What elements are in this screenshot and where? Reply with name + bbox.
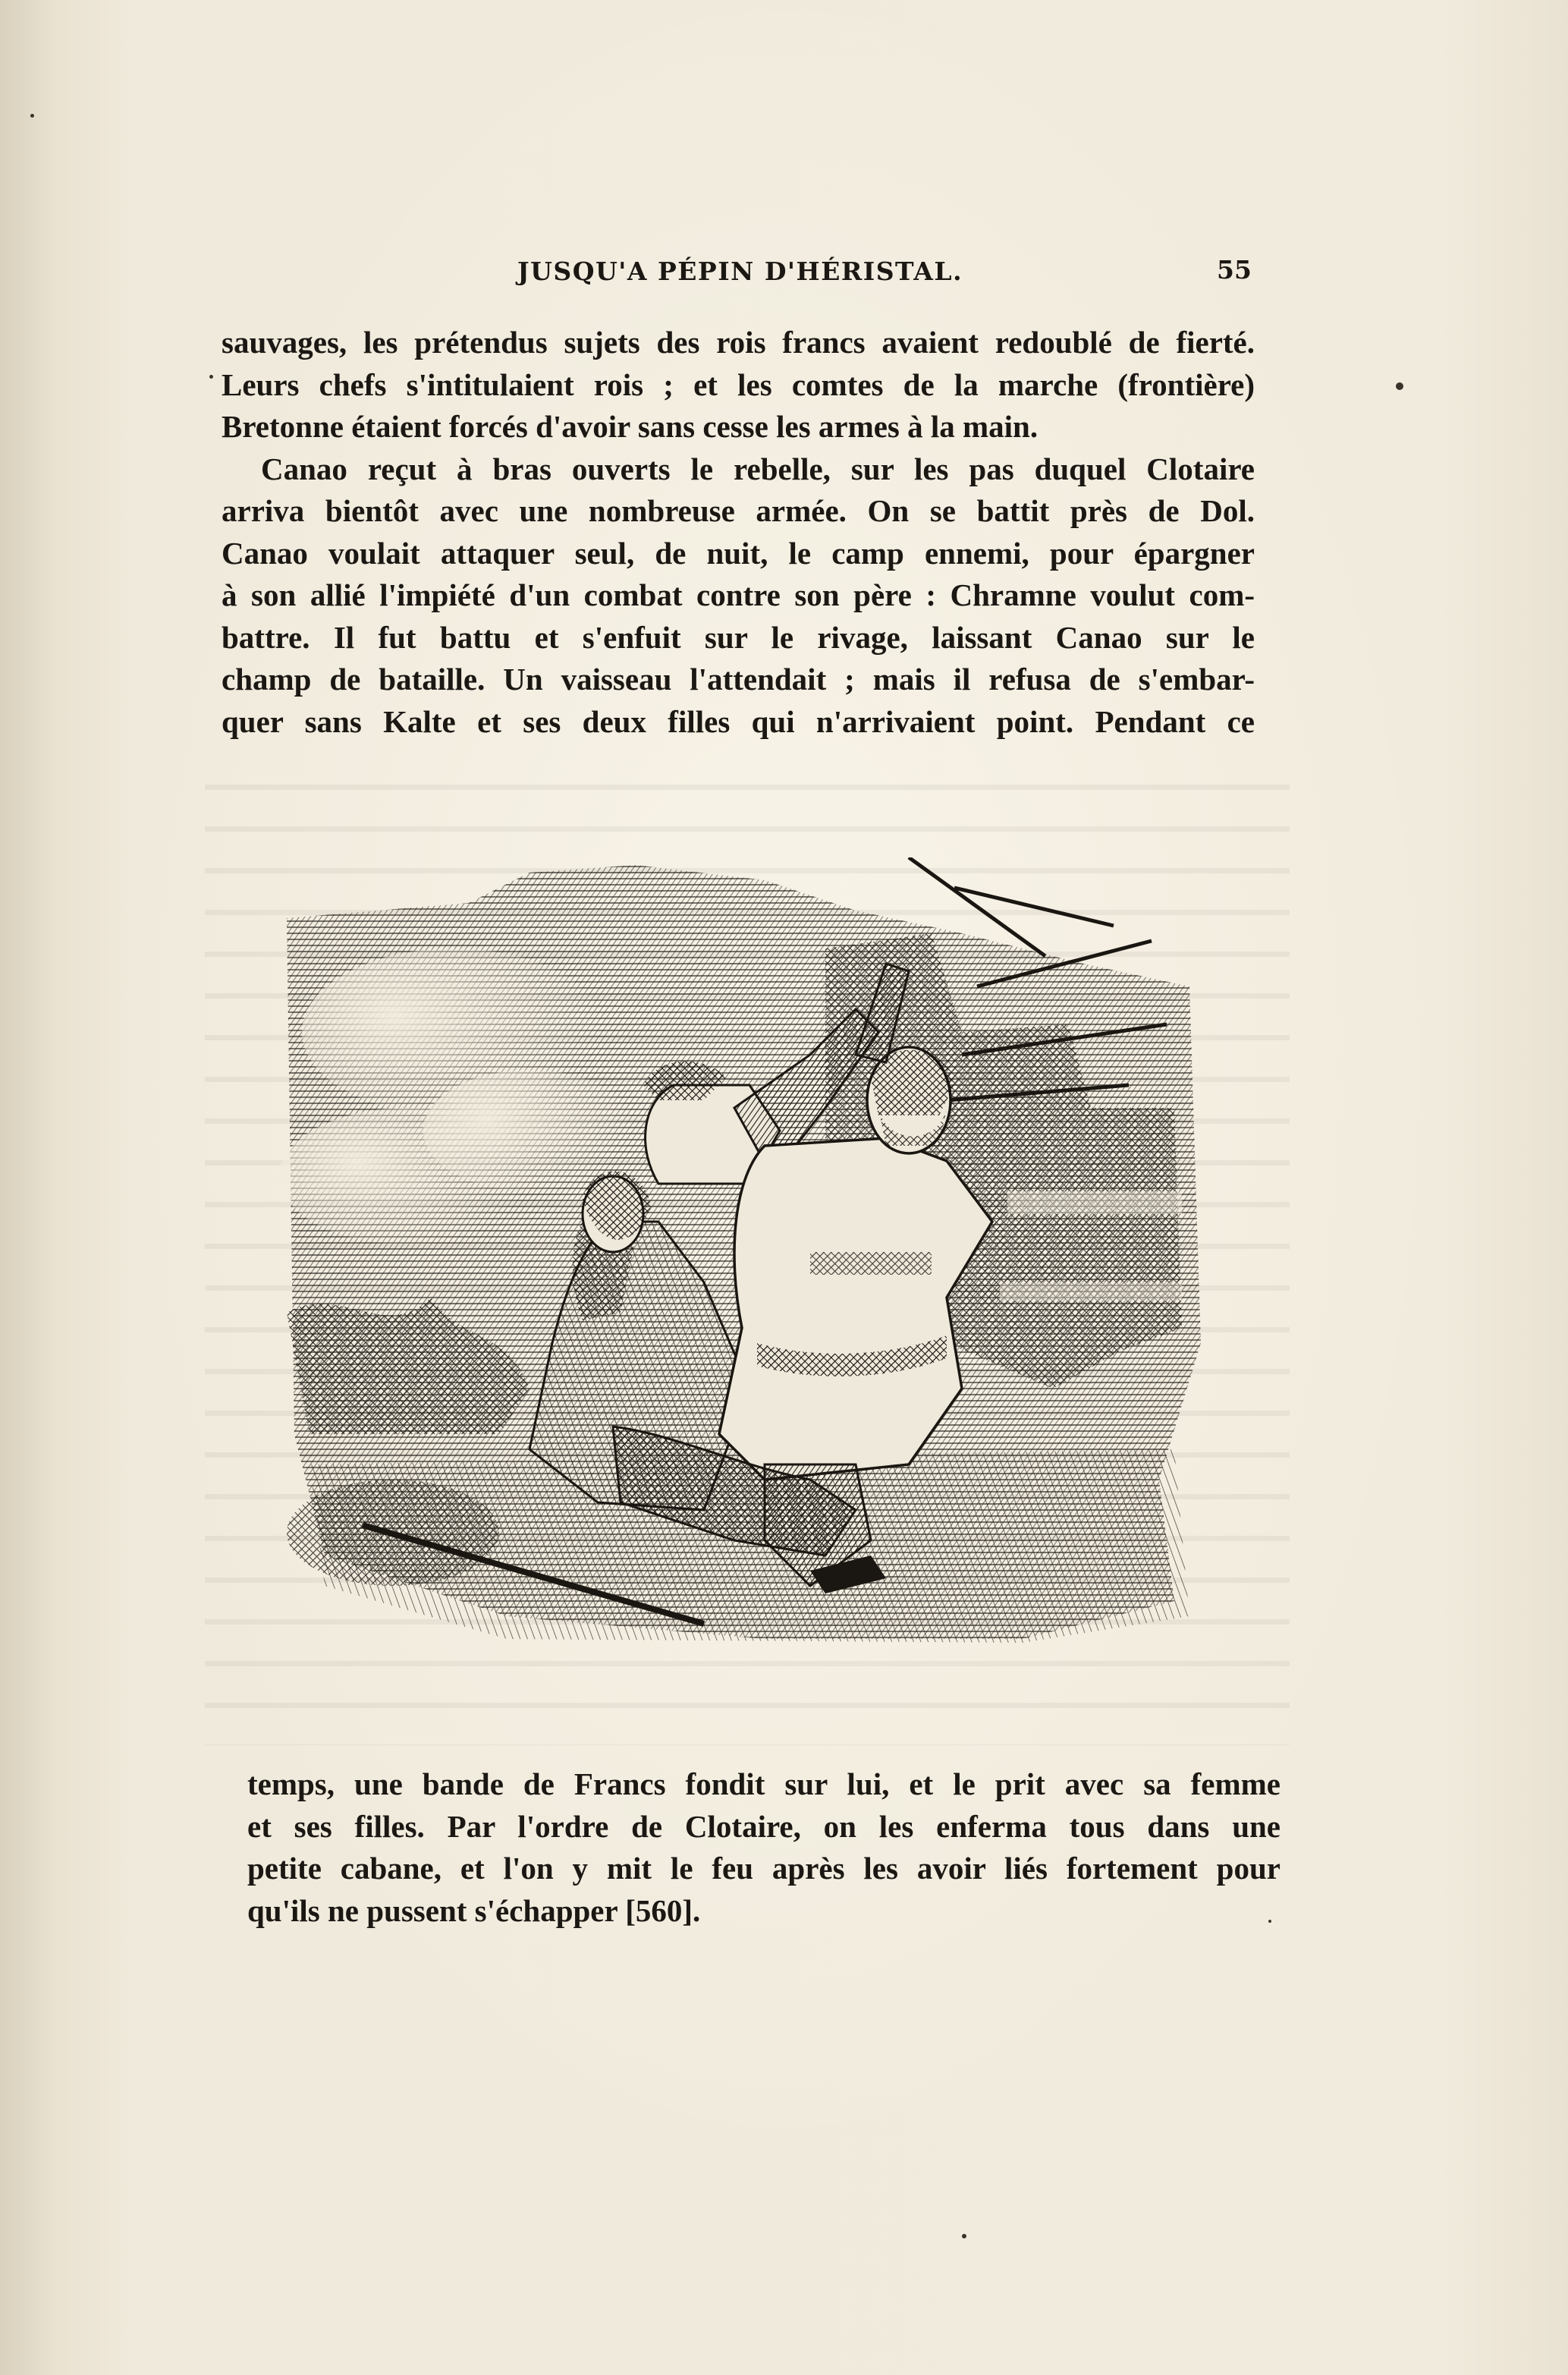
text-line: qu'ils ne pussent s'échapper [560]. (247, 1892, 701, 1928)
text-line: Canao voulait attaquer seul, de nuit, le camp ennemi, pour épargner (222, 535, 1255, 571)
body-text-bottom (247, 1763, 1280, 1932)
ink-speck (209, 375, 213, 379)
text-line: battre. Il fut battu et s'enfuit sur le rivage, laissant Canao sur le (222, 619, 1255, 655)
text-line: quer sans Kalte et ses deux filles qui n'arrivaient point. Pendant ce (222, 703, 1255, 739)
text-line: sauvages, les prétendus sujets des rois francs avaient redoublé de fierté. (222, 325, 1255, 360)
text-line: à son allié l'impiété d'un combat contre son père : Chramne voulut com- (222, 577, 1255, 612)
running-title: JUSQU'A PÉPIN D'HÉRISTAL. (517, 256, 963, 286)
text-line: et ses filles. Par l'ordre de Clotaire, on les enferma tous dans une (247, 1808, 1280, 1844)
ink-speck (1268, 1920, 1271, 1923)
ink-speck (962, 2234, 966, 2238)
text-line: champ de bataille. Un vaisseau l'attendait ; mais il refusa de s'embar- (222, 662, 1255, 697)
text-line: arriva bientôt avec une nombreuse armée. On se battit près de Dol. (222, 493, 1255, 528)
body-text-top (222, 322, 1255, 743)
text-line: Bretonne étaient forcés d'avoir sans cesse les armes à la main. (222, 409, 1039, 444)
text-line: Leurs chefs s'intitulaient rois ; et les comtes de la marche (frontière) (222, 366, 1255, 402)
page-number: 55 (1217, 255, 1252, 285)
ink-speck (1396, 382, 1403, 390)
text-line: Canao reçut à bras ouverts le rebelle, sur les pas duquel Clotaire (261, 451, 1255, 486)
text-line: petite cabane, et l'on y mit le feu après les avoir liés fortement pour (247, 1851, 1280, 1886)
ink-speck (30, 114, 34, 118)
engraving-illustration (279, 857, 1205, 1647)
text-line: temps, une bande de Francs fondit sur lui, et le prit avec sa femme (247, 1766, 1280, 1801)
